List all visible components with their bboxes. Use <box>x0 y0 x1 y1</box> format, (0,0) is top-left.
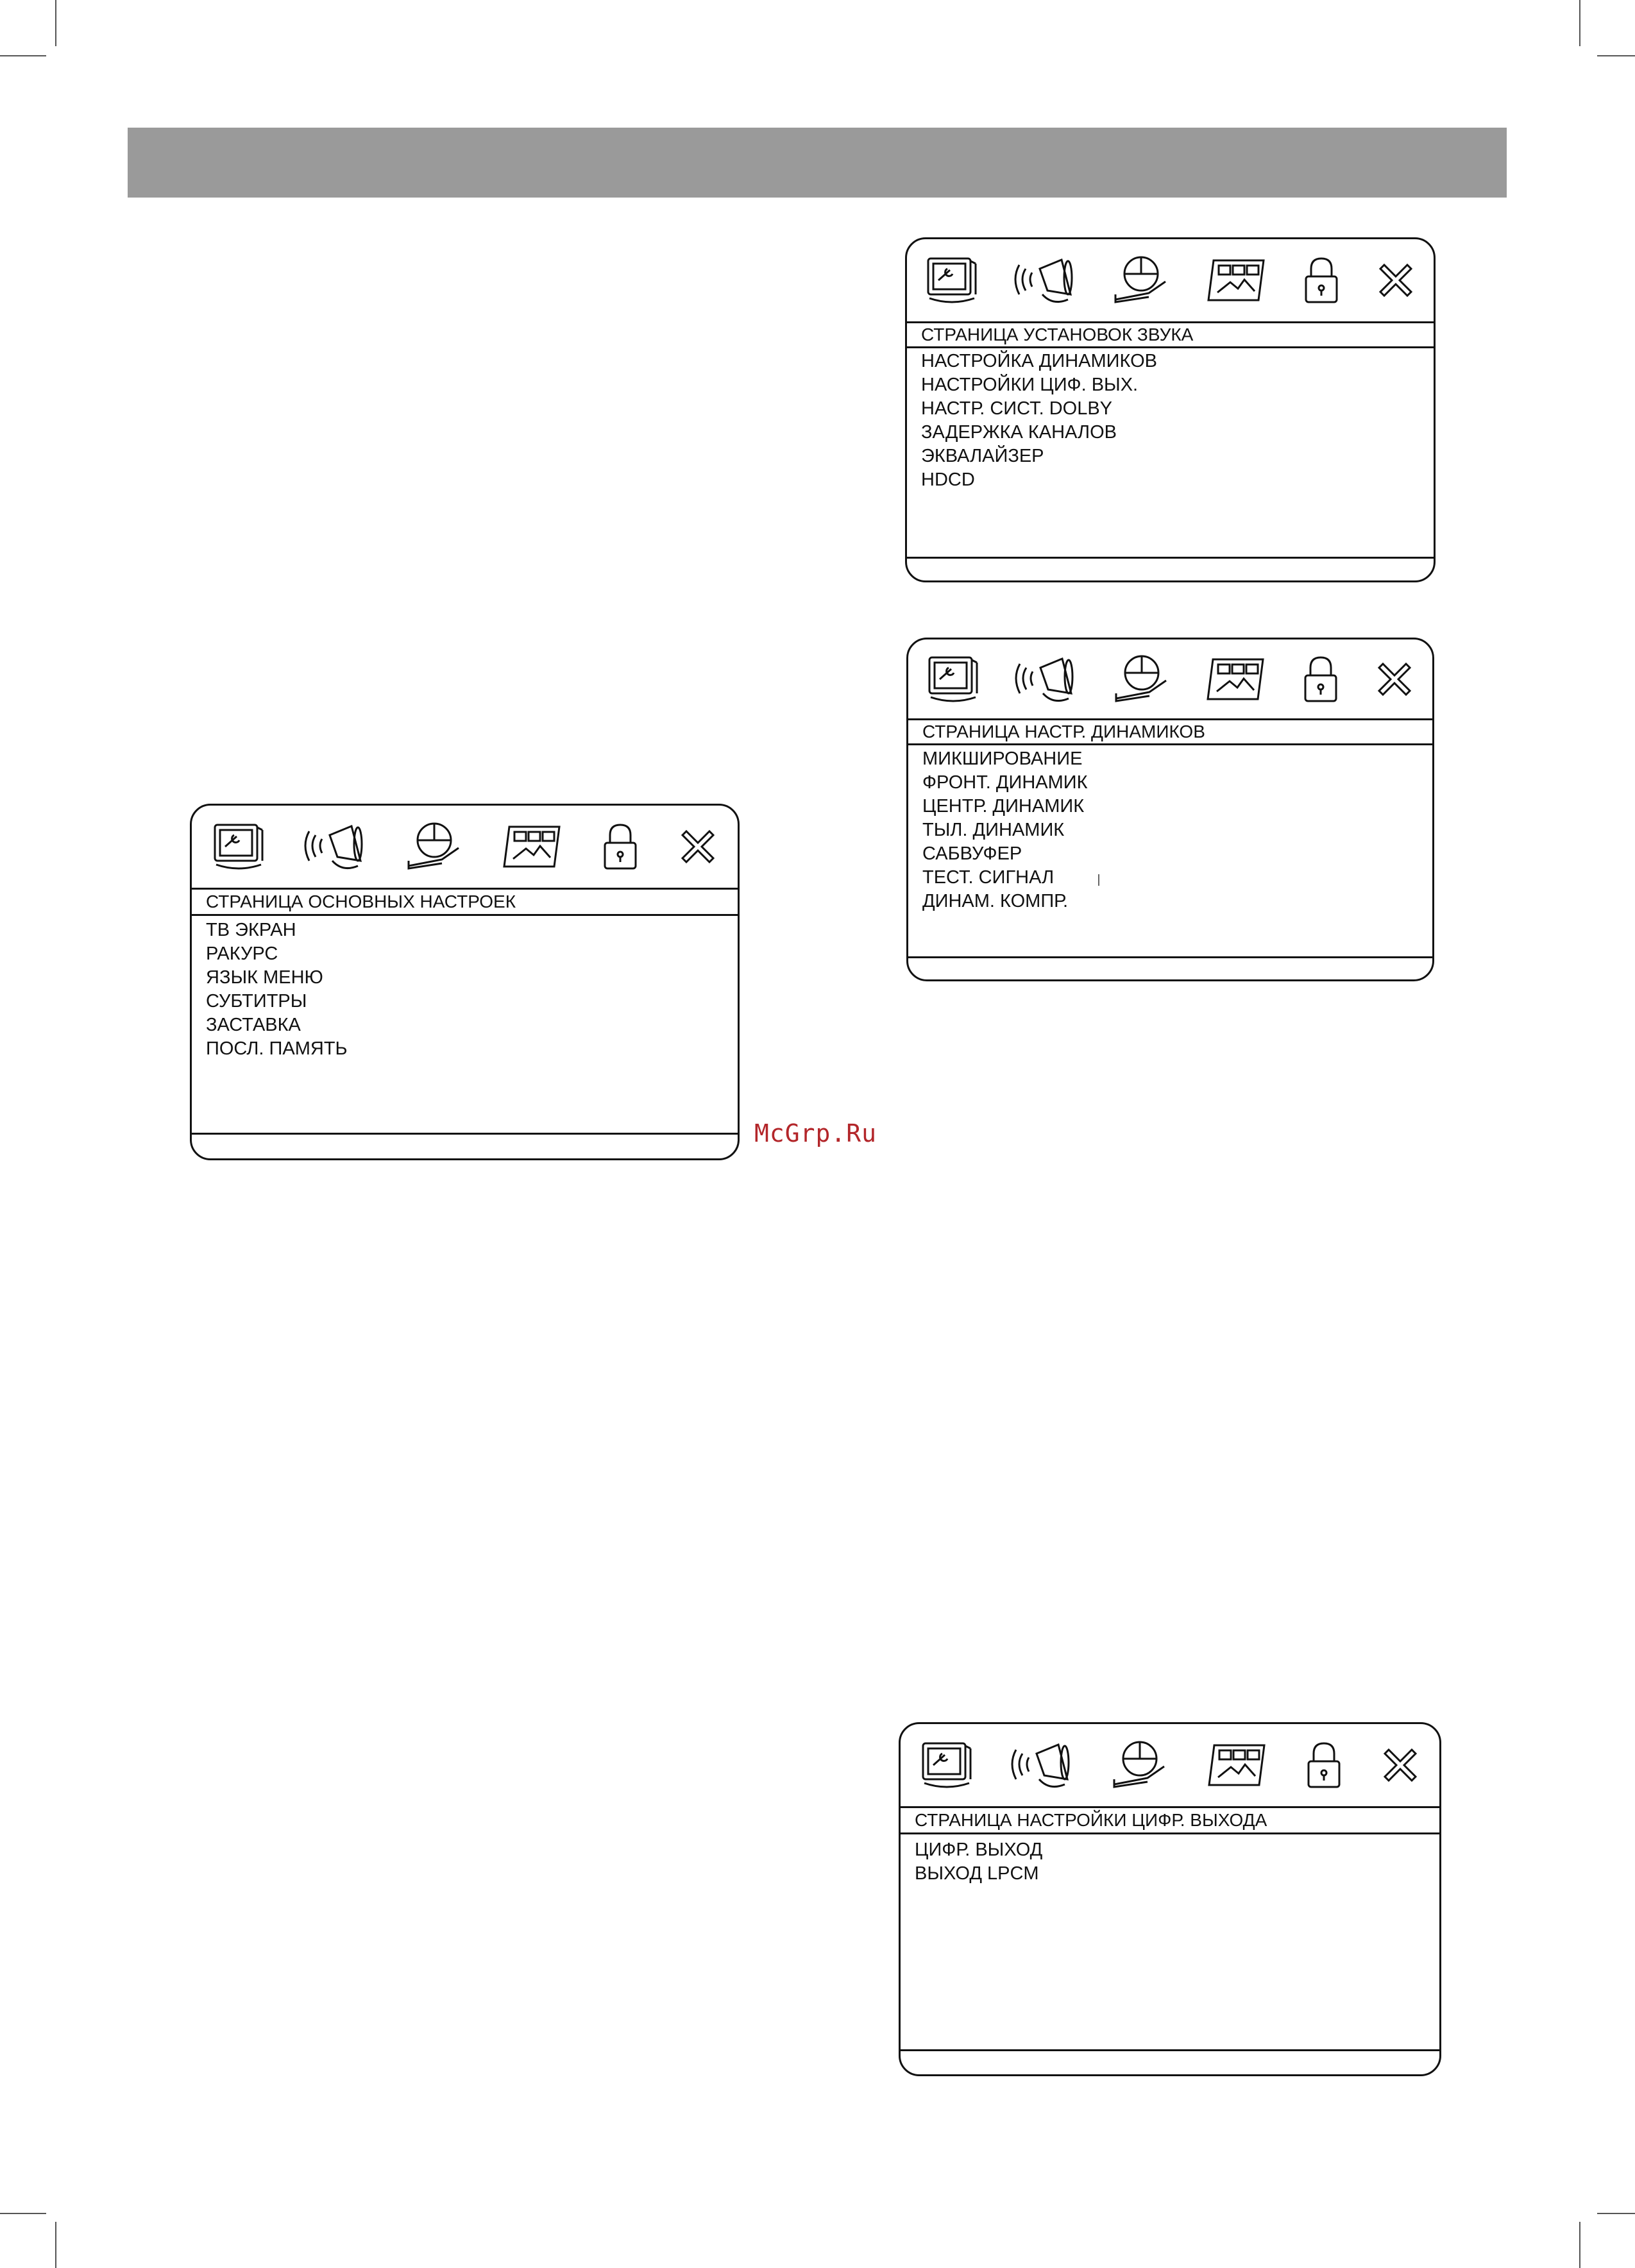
osd-footer <box>192 1133 738 1135</box>
setup-screen-icon[interactable] <box>211 821 266 872</box>
crop-mark <box>1579 2222 1580 2268</box>
setup-screen-icon[interactable] <box>919 1739 974 1791</box>
osd-speaker-setup <box>906 638 1434 981</box>
osd-icon-row <box>192 806 738 888</box>
menu-item[interactable]: МИКШИРОВАНИЕ <box>922 749 1083 769</box>
audio-speaker-icon[interactable] <box>1015 652 1076 706</box>
picture-display-icon[interactable] <box>1205 1741 1268 1789</box>
audio-speaker-icon[interactable] <box>1011 1738 1072 1792</box>
header-bar <box>128 128 1507 198</box>
picture-display-icon[interactable] <box>500 823 563 870</box>
separator-tick <box>1098 874 1099 886</box>
audio-speaker-icon[interactable] <box>1014 253 1076 307</box>
osd-icon-row <box>908 639 1432 718</box>
osd-footer <box>908 956 1432 958</box>
padlock-icon[interactable] <box>1305 1739 1343 1791</box>
osd-digital-output-setup <box>899 1722 1441 2076</box>
menu-item[interactable]: ЯЗЫК МЕНЮ <box>206 967 323 988</box>
crop-mark <box>1579 0 1580 46</box>
crop-mark <box>0 2213 46 2214</box>
video-film-icon[interactable] <box>1110 255 1169 306</box>
menu-item[interactable]: ЦЕНТР. ДИНАМИК <box>922 796 1085 817</box>
picture-display-icon[interactable] <box>1204 656 1267 703</box>
menu-item[interactable]: ФРОНТ. ДИНАМИК <box>922 772 1088 793</box>
crop-mark <box>55 2222 56 2268</box>
menu-item[interactable]: НАСТРОЙКА ДИНАМИКОВ <box>921 351 1157 371</box>
crop-mark <box>1597 55 1635 56</box>
padlock-icon[interactable] <box>1302 255 1341 306</box>
osd-item-list <box>206 918 724 1061</box>
padlock-icon[interactable] <box>1301 654 1340 705</box>
menu-item[interactable]: ПОСЛ. ПАМЯТЬ <box>206 1038 348 1059</box>
picture-display-icon[interactable] <box>1205 257 1267 304</box>
osd-title: СТРАНИЦА НАСТР. ДИНАМИКОВ <box>908 718 1432 745</box>
osd-general-setup <box>190 804 740 1160</box>
osd-icon-row <box>907 239 1434 321</box>
crop-mark <box>0 55 46 56</box>
osd-footer <box>901 2049 1439 2051</box>
setup-screen-icon[interactable] <box>926 654 981 705</box>
osd-item-list <box>921 350 1419 492</box>
crop-mark <box>1597 2213 1635 2214</box>
osd-item-list <box>922 747 1418 913</box>
close-x-icon[interactable] <box>1375 260 1416 301</box>
menu-item[interactable]: ТВ ЭКРАН <box>206 920 296 940</box>
osd-title: СТРАНИЦА ОСНОВНЫХ НАСТРОЕК <box>192 888 738 916</box>
menu-item[interactable]: ДИНАМ. КОМПР. <box>922 891 1069 911</box>
video-film-icon[interactable] <box>1111 654 1170 705</box>
close-x-icon[interactable] <box>677 826 718 867</box>
video-film-icon[interactable] <box>403 821 462 872</box>
osd-icon-row <box>901 1724 1439 1806</box>
osd-item-list <box>915 1838 1425 1886</box>
close-x-icon[interactable] <box>1374 659 1415 700</box>
osd-footer <box>907 557 1434 559</box>
padlock-icon[interactable] <box>601 821 640 872</box>
menu-item[interactable]: ЦИФР. ВЫХОД <box>915 1840 1043 1860</box>
watermark-text: McGrp.Ru <box>754 1119 877 1147</box>
setup-screen-icon[interactable] <box>924 255 979 306</box>
osd-title: СТРАНИЦА УСТАНОВОК ЗВУКА <box>907 321 1434 348</box>
audio-speaker-icon[interactable] <box>304 820 366 874</box>
osd-title: СТРАНИЦА НАСТРОЙКИ ЦИФР. ВЫХОДА <box>901 1806 1439 1834</box>
menu-item[interactable]: ЗАДЕРЖКА КАНАЛОВ <box>921 422 1117 443</box>
menu-item[interactable]: ЭКВАЛАЙЗЕР <box>921 446 1044 466</box>
osd-audio-setup <box>905 237 1436 582</box>
video-film-icon[interactable] <box>1109 1739 1168 1791</box>
menu-item[interactable]: ТЕСТ. СИГНАЛ <box>922 867 1055 888</box>
menu-item[interactable]: ВЫХОД LPCM <box>915 1863 1039 1884</box>
menu-item[interactable]: САБВУФЕР <box>922 843 1022 864</box>
menu-item[interactable]: ЗАСТАВКА <box>206 1015 301 1035</box>
menu-item[interactable]: НАСТР. СИСТ. DOLBY <box>921 398 1113 419</box>
menu-item[interactable]: РАКУРС <box>206 944 278 964</box>
crop-mark <box>55 0 56 46</box>
menu-item[interactable]: НАСТРОЙКИ ЦИФ. ВЫХ. <box>921 375 1139 395</box>
close-x-icon[interactable] <box>1380 1745 1421 1786</box>
menu-item[interactable]: ТЫЛ. ДИНАМИК <box>922 820 1065 840</box>
menu-item[interactable]: СУБТИТРЫ <box>206 991 307 1011</box>
menu-item[interactable]: HDCD <box>921 470 975 490</box>
